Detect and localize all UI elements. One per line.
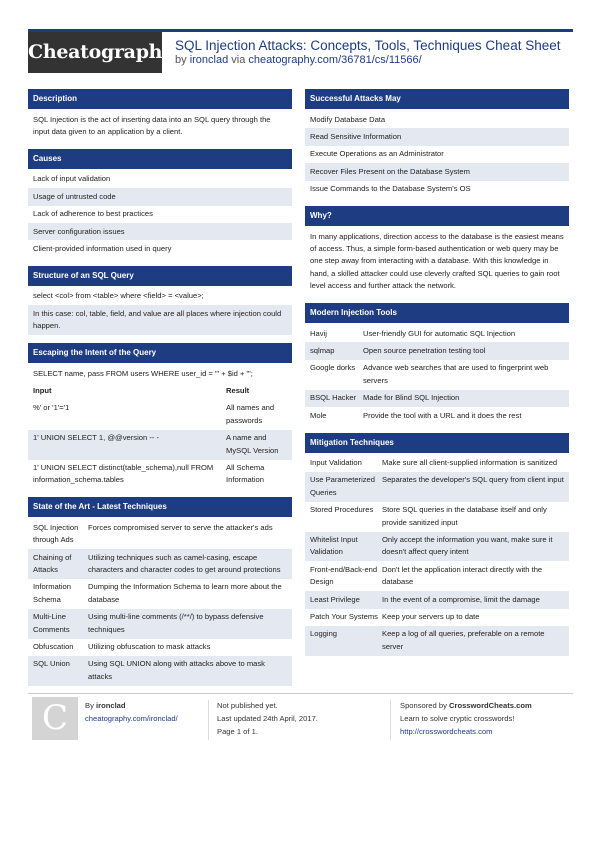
sponsor-prefix: Sponsored by: [400, 701, 447, 710]
table-row: [28, 519, 292, 549]
result-cell: All names and passwords: [226, 403, 275, 425]
state-of-art-section: [28, 497, 292, 685]
why-text: In many applications, direction access to the database is the easiest means of access. Thus, a simple form-based authentication or web query may be one step away from interacting with a database. With this knowledge in hand, a skilled attacker could use cleverly crafted SQL queries to gain root level access and further attack the network.: [310, 231, 564, 291]
mitigation-name: Whitelist Input Validation: [310, 535, 358, 557]
tool-desc: Advance web searches that are used to fingerprint web servers: [363, 363, 549, 385]
technique-name: Information Schema: [33, 582, 71, 604]
description-text: SQL Injection is the act of inserting data into an SQL query through the input data given to an application by a client.: [33, 114, 271, 136]
list-item: Read Sensitive Information: [305, 128, 569, 145]
table-row: [305, 390, 569, 407]
tool-desc: Open source penetration testing tool: [363, 345, 486, 355]
footer-divider: [390, 700, 391, 740]
technique-desc: Using SQL UNION along with attacks above to mask attacks: [88, 659, 265, 681]
mitigation-desc: Only accept the information you want, make sure it doesn't affect query intent: [382, 535, 553, 557]
table-row: [28, 656, 292, 686]
table-row: [305, 626, 569, 656]
table-row: [305, 455, 569, 472]
technique-desc: Utilizing obfuscation to mask attacks: [88, 642, 211, 652]
tool-name: BSQL Hacker: [310, 393, 357, 403]
table-row: [305, 325, 569, 342]
footer-author-name[interactable]: ironclad: [96, 701, 126, 710]
list-item: Issue Commands to the Database System's OS: [310, 184, 471, 194]
mitigation-desc: Keep your servers up to date: [382, 612, 480, 622]
section-heading: Causes: [28, 149, 292, 169]
tool-desc: User-friendly GUI for automatic SQL Injection: [363, 328, 516, 338]
section-heading: Description: [28, 89, 292, 109]
section-heading: Escaping the Intent of the Query: [28, 343, 292, 363]
mitigation-desc: Don't let the application interact directly with the database: [382, 564, 543, 587]
site-logo[interactable]: Cheatography: [28, 32, 162, 73]
technique-name: Multi-Line Comments: [33, 612, 70, 634]
sponsor-name[interactable]: CrosswordCheats.com: [449, 701, 532, 710]
page-count: Page 1 of 1.: [217, 727, 258, 736]
mitigation-name: Front-end/Back-end Design: [310, 564, 378, 587]
input-cell: %' or '1'='1: [33, 403, 70, 413]
why-section: [305, 206, 569, 295]
mitigation-desc: Separates the developer's SQL query from client input: [382, 475, 564, 485]
table-row: [305, 591, 569, 608]
technique-desc: Utilizing techniques such as camel-casing, escape characters and character codes to get around protections: [88, 552, 281, 575]
section-heading: Mitigation Techniques: [305, 433, 569, 453]
table-header: [28, 382, 292, 399]
published-status: Not published yet.: [217, 701, 278, 710]
footer-meta: [217, 699, 318, 738]
footer-sponsor: [400, 699, 532, 738]
table-row: [305, 532, 569, 562]
byline-prefix: by: [175, 54, 187, 66]
table-row: [28, 609, 292, 639]
mitigation-name: Use Parameterized Queries: [310, 475, 375, 497]
mitigation-desc: Make sure all client-supplied information is sanitized: [382, 458, 558, 467]
table-row: [305, 342, 569, 359]
technique-desc: Using multi-line comments (/**/) to bypass defensive techniques: [88, 612, 264, 634]
byline-via: via: [231, 54, 246, 66]
escaping-section: [28, 343, 292, 489]
input-cell: 1' UNION SELECT 1, @@version -- -: [33, 433, 160, 443]
footer-author-link[interactable]: cheatography.com/ironclad/: [85, 714, 178, 723]
section-heading: State of the Art - Latest Techniques: [28, 497, 292, 517]
table-row: [28, 460, 292, 490]
mitigation-name: Stored Procedures: [310, 505, 374, 515]
technique-desc: Dumping the Information Schema to learn more about the database: [88, 582, 282, 604]
table-row: [305, 472, 569, 502]
query-syntax: select <col> from <table> where <field> = <value>;: [33, 291, 204, 301]
page-title: SQL Injection Attacks: Concepts, Tools, Techniques Cheat Sheet: [175, 38, 561, 53]
list-item: Lack of adherence to best practices: [33, 209, 153, 219]
list-item: Server configuration issues: [28, 223, 292, 240]
escaping-query: SELECT name, pass FROM users WHERE user_id = '" + $id + "';: [33, 368, 253, 378]
section-heading: Successful Attacks May: [305, 89, 569, 109]
table-row: [28, 430, 292, 460]
footer-by-prefix: By: [85, 701, 94, 710]
tools-section: [305, 303, 569, 424]
mitigation-name: Logging: [310, 629, 338, 639]
list-item: Recover Files Present on the Database System: [305, 163, 569, 180]
tool-name: Havij: [310, 328, 327, 338]
sponsor-line: [400, 699, 532, 712]
mitigation-name: Input Validation: [310, 458, 362, 467]
last-updated: Last updated 24th April, 2017.: [217, 714, 318, 723]
left-column: [28, 89, 292, 694]
tool-desc: Provide the tool with a URL and it does the rest: [363, 410, 522, 420]
result-cell: A name and MySQL Version: [226, 433, 279, 455]
technique-desc: Forces compromised server to serve the attacker's ads: [88, 522, 273, 532]
tool-desc: Made for Blind SQL Injection: [363, 393, 460, 403]
list-item: Client-provided information used in query: [33, 243, 172, 253]
section-heading: Structure of an SQL Query: [28, 266, 292, 286]
author-link[interactable]: ironclad: [189, 54, 229, 66]
table-row: [305, 502, 569, 532]
list-item: Modify Database Data: [310, 114, 386, 124]
mitigation-desc: Store SQL queries in the database itself and only provide sanitized input: [382, 505, 547, 527]
footer-divider: [208, 700, 209, 740]
list-item: Execute Operations as an Administrator: [310, 149, 444, 159]
structure-note: In this case: col, table, field, and value are all places where injection could happen.: [28, 305, 292, 335]
technique-name: SQL Injection through Ads: [33, 522, 79, 545]
tool-name: sqlmap: [310, 345, 335, 355]
technique-name: Chaining of Attacks: [33, 552, 72, 575]
tool-name: Mole: [310, 410, 327, 420]
list-item: Usage of untrusted code: [28, 188, 292, 205]
sponsor-tagline: Learn to solve cryptic crosswords!: [400, 714, 515, 723]
table-row: [305, 561, 569, 591]
technique-name: SQL Union: [33, 659, 70, 669]
right-column: [305, 89, 569, 664]
list-item: Lack of input validation: [33, 174, 111, 184]
footer-rule: [28, 693, 573, 694]
mitigation-name: Patch Your Systems: [310, 612, 378, 622]
section-heading: Why?: [305, 206, 569, 226]
causes-section: [28, 149, 292, 258]
mitigation-desc: In the event of a compromise, limit the damage: [382, 594, 540, 604]
sponsor-link[interactable]: http://crosswordcheats.com: [400, 727, 493, 736]
table-row: [305, 407, 569, 424]
technique-name: Obfuscation: [33, 642, 74, 652]
cheatsheet-url-link[interactable]: cheatography.com/36781/cs/11566/: [248, 54, 422, 66]
footer-by-line: [85, 699, 178, 712]
table-row: [28, 579, 292, 609]
column-header-input: Input: [33, 385, 52, 395]
successful-attacks-section: [305, 89, 569, 198]
cheatography-avatar-icon: C: [32, 697, 78, 740]
input-cell: 1' UNION SELECT distinct(table_schema),null FROM information_schema.tables: [33, 463, 214, 485]
structure-section: [28, 266, 292, 335]
mitigation-section: [305, 433, 569, 656]
footer-author: [85, 699, 178, 725]
table-row: [305, 609, 569, 626]
table-row: [305, 360, 569, 390]
table-row: [28, 549, 292, 579]
result-cell: All Schema Information: [226, 463, 265, 485]
mitigation-desc: Keep a log of all queries, preferable on a remote server: [382, 629, 545, 651]
tool-name: Google dorks: [310, 363, 356, 373]
table-row: [28, 400, 292, 430]
column-header-result: Result: [226, 385, 250, 395]
section-heading: Modern Injection Tools: [305, 303, 569, 323]
table-row: [28, 639, 292, 656]
description-section: [28, 89, 292, 141]
byline: [175, 54, 422, 66]
mitigation-name: Least Privilege: [310, 594, 360, 604]
